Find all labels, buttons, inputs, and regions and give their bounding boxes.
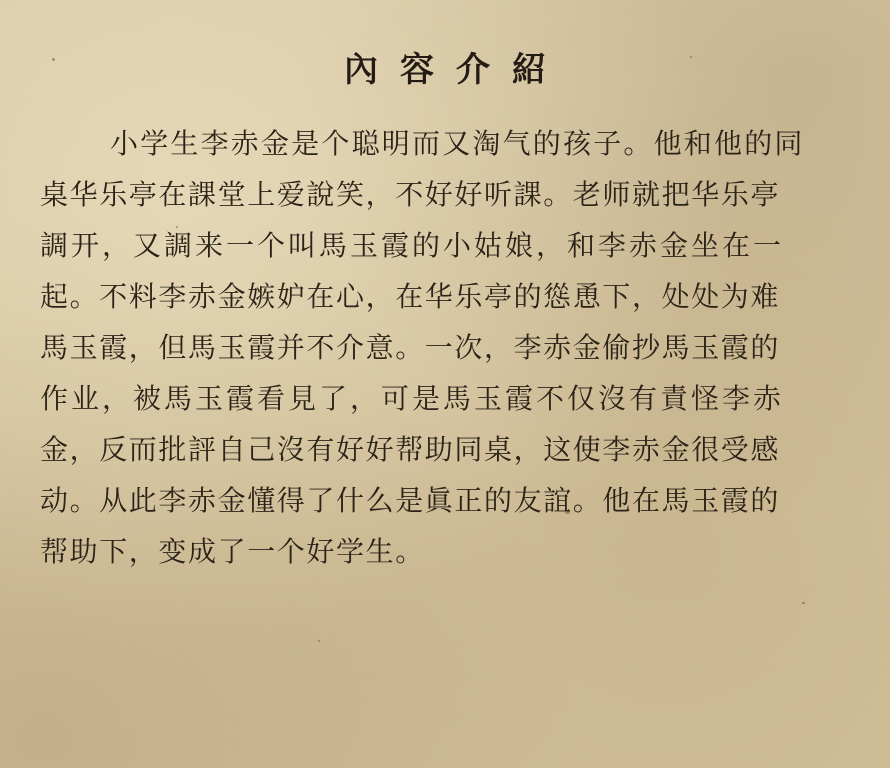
text-line-content: 动。从此李赤金懂得了什么是眞正的友誼。他在馬玉霞的 bbox=[40, 484, 781, 517]
text-line bbox=[0, 271, 890, 322]
text-line-content: 帮助下，变成了一个好学生。 bbox=[40, 535, 425, 568]
text-line bbox=[0, 373, 890, 424]
text-line bbox=[0, 424, 890, 475]
paper-speck bbox=[318, 640, 320, 642]
text-line bbox=[0, 322, 890, 373]
text-line-content: 馬玉霞，但馬玉霞并不介意。一次，李赤金偷抄馬玉霞的 bbox=[40, 331, 781, 364]
text-line bbox=[0, 220, 890, 271]
text-line bbox=[0, 169, 890, 220]
text-line bbox=[0, 118, 890, 169]
text-line-content: 作业，被馬玉霞看見了，可是馬玉霞不仅沒有責怪李赤 bbox=[40, 382, 785, 415]
paper-speck bbox=[802, 602, 805, 604]
text-line bbox=[0, 475, 890, 526]
text-line-content: 起。不料李赤金嫉妒在心，在华乐亭的慫恿下，处处为难 bbox=[40, 280, 781, 313]
synopsis-paragraph bbox=[0, 118, 890, 577]
text-line-content: 小学生李赤金是个聪明而又淘气的孩子。他和他的同 bbox=[110, 127, 805, 160]
page-title: 內容介紹 bbox=[344, 50, 568, 90]
text-line bbox=[0, 526, 890, 577]
text-line-content: 桌华乐亭在課堂上爱說笑，不好好听課。老师就把华乐亭 bbox=[40, 178, 781, 211]
text-line-content: 金，反而批評自己沒有好好帮助同桌，这使李赤金很受感 bbox=[40, 433, 781, 466]
text-line-content: 調开，又調来一个叫馬玉霞的小姑娘，和李赤金坐在一 bbox=[40, 229, 785, 262]
